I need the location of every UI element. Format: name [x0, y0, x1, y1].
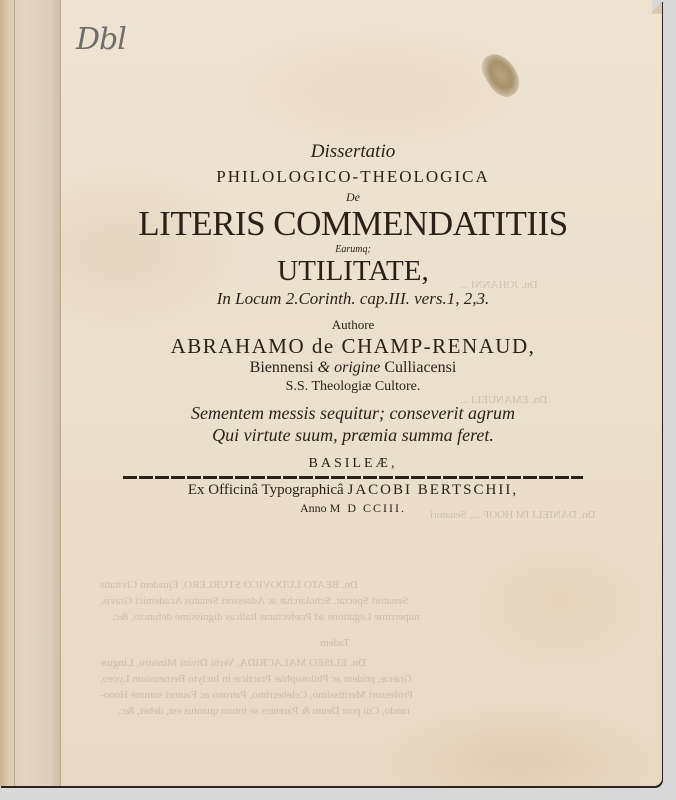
origin-place: Culliacensi: [384, 359, 457, 376]
bleed-through-line: rando, Cui post Deum & Parentes se totum quantus est, debet, &c.: [118, 705, 410, 717]
bleed-through-line: Tadem: [320, 637, 350, 649]
imprint-divider: [123, 476, 583, 479]
origin-town: Biennensi: [249, 359, 314, 376]
paper-stain: [477, 48, 526, 103]
author-name: ABRAHAMO de CHAMP-RENAUD,: [170, 334, 536, 358]
bleed-through-line: Professori Meritissimo, Celeberrimo, Patrono ac Fautori summè Hono-: [100, 689, 414, 701]
imprint-printer-line: [80, 481, 626, 500]
ampersand: &: [317, 359, 331, 376]
bleed-through-line: nuperrime Legatione ad Præfecturas Italicas dignissimè defuncto, &c.: [112, 611, 420, 623]
spine-crease: [14, 0, 15, 786]
author-origin: [80, 358, 626, 378]
printer-name: JACOBI BERTSCHII,: [347, 482, 519, 498]
handwritten-note: Dbl: [76, 22, 126, 57]
preposition-line: De: [346, 190, 360, 204]
author-label: Authore: [331, 317, 375, 332]
anno-label: Anno: [299, 501, 327, 515]
bleed-through-line: Dn. BEATO LUDOVICO STURLERO, Ejusdem Civitatis: [100, 579, 358, 591]
bleed-through-line: Dn. EMANUELI ...: [460, 394, 548, 406]
bleed-through-line: Dn. JOHANNI ...: [460, 279, 538, 291]
imprint-place: BASILEÆ,: [308, 456, 398, 471]
genre-line: Dissertatio: [310, 141, 396, 162]
motto-line-1: Sementem messis sequitur; conseverit agrum: [191, 403, 515, 423]
bleed-through-line: Dn. ELISEO MALACRIDA, Verbi Divini Ministro, Linguæ: [100, 657, 366, 669]
conjunction-line: Earumq;: [335, 244, 371, 255]
main-title-continued: UTILITATE,: [277, 255, 429, 287]
author-role: S.S. Theologiæ Cultore.: [285, 379, 421, 394]
bleed-through-line: Dn. DANIELI IM HOOF ..., Senatori: [430, 509, 596, 521]
imprint-year-line: [80, 500, 626, 516]
imprint-year: M D CCIII.: [329, 501, 406, 515]
page-corner-fold: [652, 0, 662, 14]
binding-spine-strip: [0, 0, 61, 786]
scripture-reference: In Locum 2.Corinth. cap.III. vers.1, 2,3.: [216, 289, 490, 308]
main-title: LITERIS COMMENDATITIIS: [138, 204, 568, 243]
title-block: [80, 140, 626, 516]
bleed-through-line: Senatori Spectat. Scholarchæ ac Adsessori Senatus Academici Gravis,: [100, 595, 409, 607]
subject-line: PHILOLOGICO-THEOLOGICA: [216, 167, 490, 186]
motto-line-2: Qui virtute suum, præmia summa feret.: [212, 425, 494, 445]
officina-prefix: Ex Officinâ Typographicâ: [187, 482, 344, 498]
origin-word: origine: [334, 359, 381, 376]
bleed-through-line: Græcæ, pridem ac Philosophiæ Practicæ in Inclyto Bernensium Lyceo,: [100, 673, 412, 685]
